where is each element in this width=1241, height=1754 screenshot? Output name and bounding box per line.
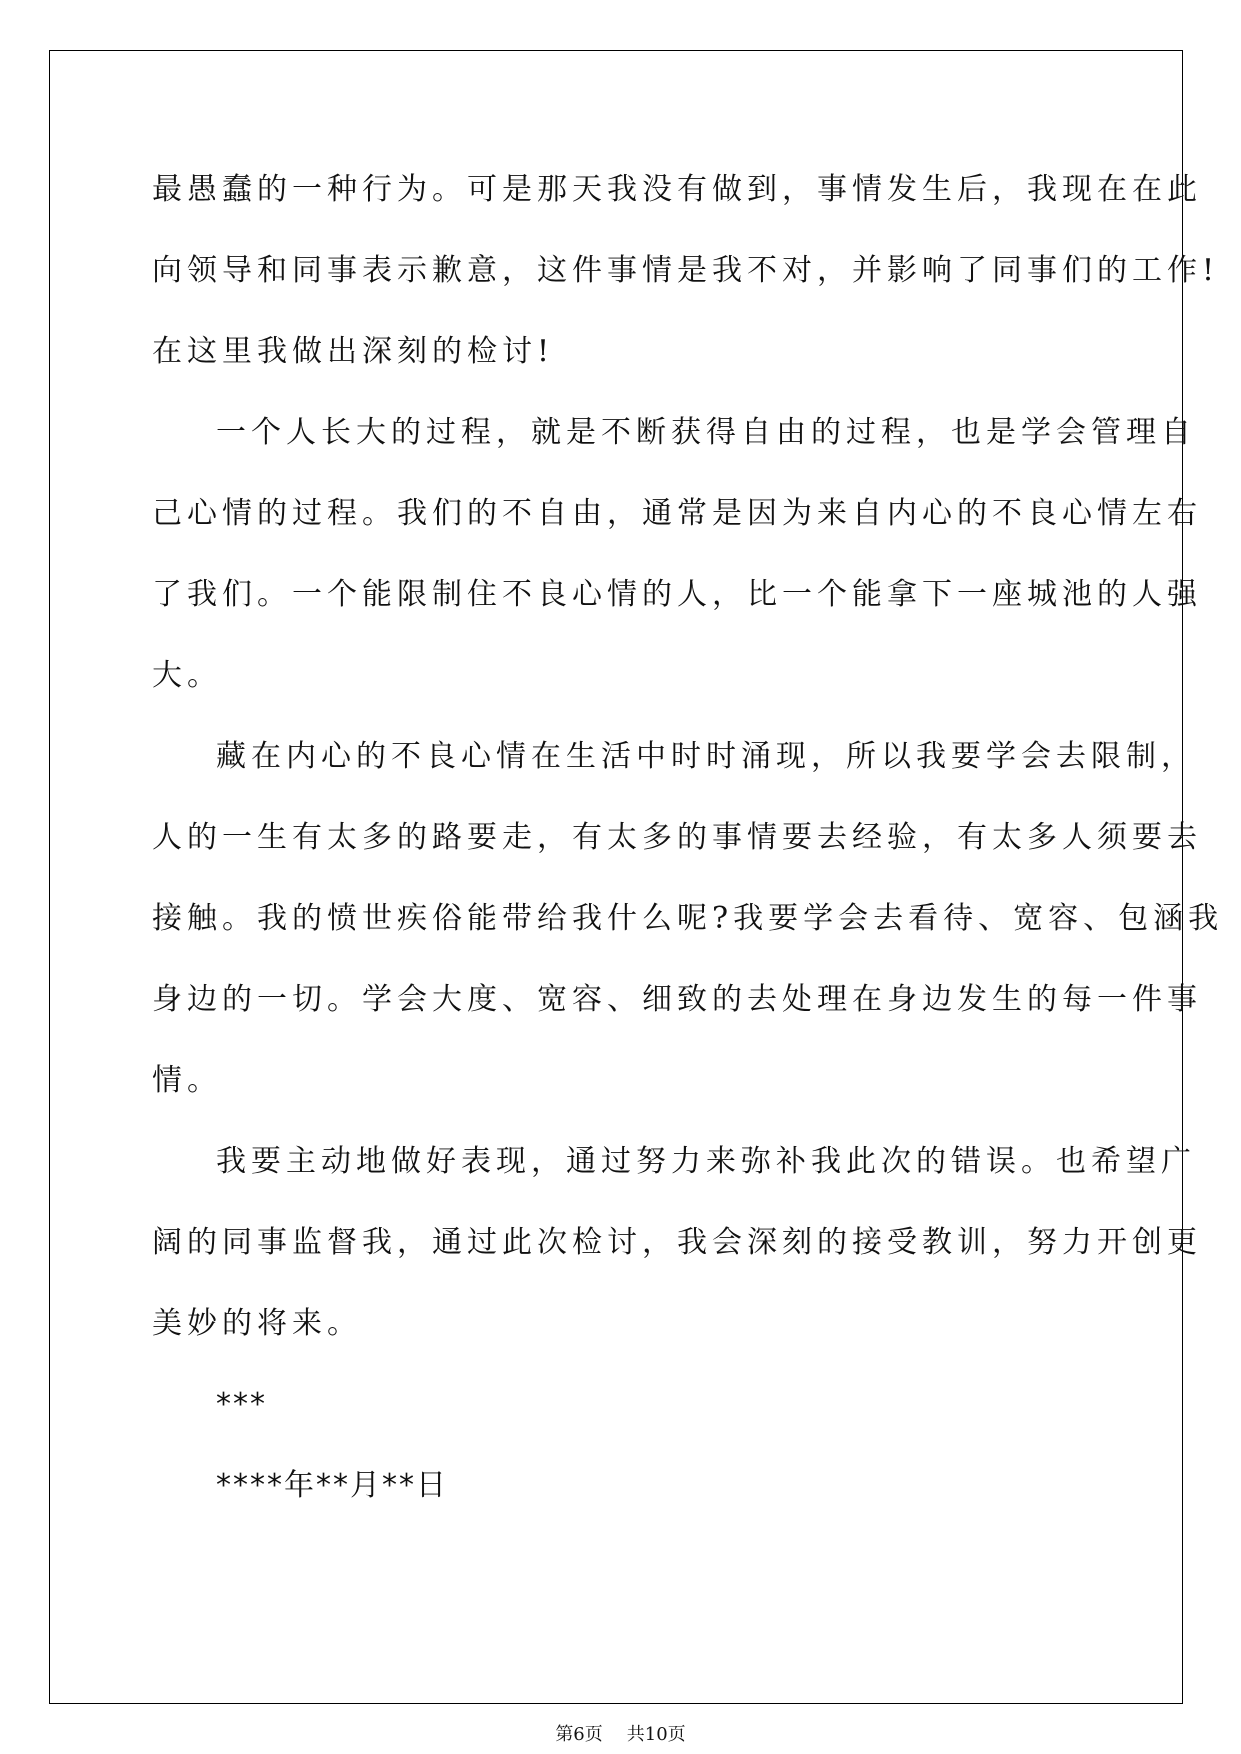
text-line: 在这里我做出深刻的检讨! xyxy=(152,334,555,369)
text-line: 大。 xyxy=(152,658,222,693)
text-line: 己心情的过程。我们的不自由，通常是因为来自内心的不良心情左右 xyxy=(152,496,1202,531)
text-line: 了我们。一个能限制住不良心情的人，比一个能拿下一座城池的人强 xyxy=(152,577,1202,612)
text-line: 藏在内心的不良心情在生活中时时涌现，所以我要学会去限制， xyxy=(216,739,1196,774)
text-line: 一个人长大的过程，就是不断获得自由的过程，也是学会管理自 xyxy=(216,415,1196,450)
text-line: 阔的同事监督我，通过此次检讨，我会深刻的接受教训，努力开创更 xyxy=(152,1225,1202,1260)
page-number: 第6页 xyxy=(555,1724,603,1745)
text-line: 我要主动地做好表现，通过努力来弥补我此次的错误。也希望广 xyxy=(216,1144,1196,1179)
page-total: 共10页 xyxy=(626,1724,686,1745)
text-line: 人的一生有太多的路要走，有太多的事情要去经验，有太多人须要去 xyxy=(152,820,1202,855)
text-line: 最愚蠢的一种行为。可是那天我没有做到，事情发生后，我现在在此 xyxy=(152,172,1202,207)
date-line: ****年**月**日 xyxy=(216,1468,448,1503)
text-line: 身边的一切。学会大度、宽容、细致的去处理在身边发生的每一件事 xyxy=(152,982,1202,1017)
text-line: 情。 xyxy=(152,1063,222,1098)
document-body xyxy=(152,160,1224,1537)
signature: *** xyxy=(216,1387,267,1422)
text-line: 接触。我的愤世疾俗能带给我什么呢?我要学会去看待、宽容、包涵我 xyxy=(152,901,1224,936)
page-footer xyxy=(0,1720,1241,1746)
text-line: 向领导和同事表示歉意，这件事情是我不对，并影响了同事们的工作! xyxy=(152,253,1220,288)
text-line: 美妙的将来。 xyxy=(152,1306,362,1341)
